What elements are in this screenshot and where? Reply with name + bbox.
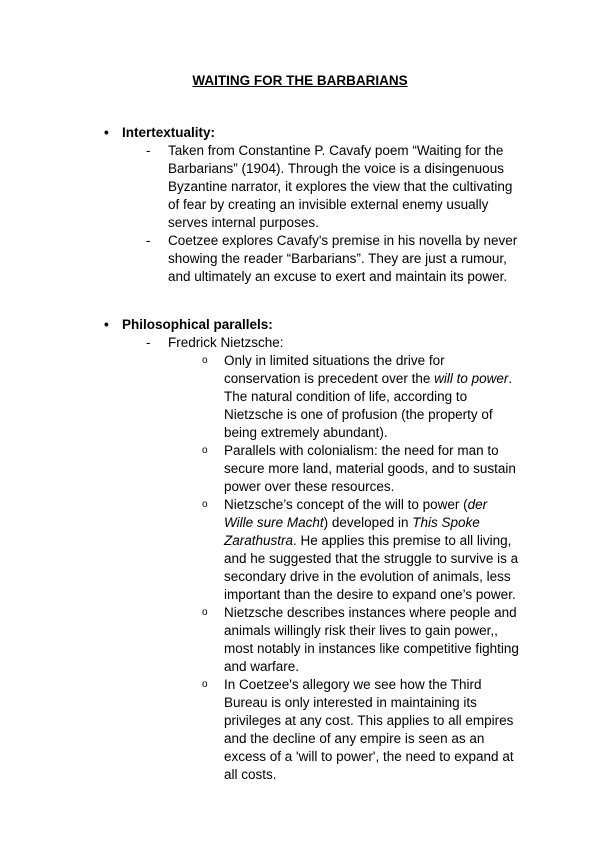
section-heading-text: Philosophical parallels: [122,317,273,332]
section-philosophical-parallels [104,316,520,784]
circle-marker: o [202,445,208,456]
sub-item-text: Parallels with colonialism: the need for man to secure more land, material goods, and to sustain power over these resources. [224,443,516,494]
sub-item-text: Nietzsche describes instances where people and animals willingly risk their lives to gain power,, most notably in instances like competitive fighting and warfare. [224,605,519,674]
sub-item-text: Only in limited situations the drive for conservation is precedent over the will to power. The natural condition of life, according to Nietzsche is one of profusion (the property of being extremely abundant). [224,353,513,440]
sub-list [104,352,520,784]
bullet-marker: • [104,317,109,332]
list-item [146,232,520,286]
section-intertextuality [104,124,520,286]
sub-list-item [202,604,520,676]
circle-marker: o [202,607,208,618]
circle-marker: o [202,499,208,510]
sub-item-text: Nietzsche’s concept of the will to power (der Wille sure Macht) developed in This Spoke Zarathustra. He applies this premise to all living, and he suggested that the struggle to survive is a secondary drive in the evolution of animals, less important than the desire to expand one’s power. [224,497,519,602]
section-heading [104,124,520,142]
list-item-text: Taken from Constantine P. Cavafy poem “Waiting for the Barbarians” (1904). Through the voice is a disingenuous Byzantine narrator, it explores the view that the cultivating of fear by creating an invisible external enemy usually serves internal purposes. [168,143,513,230]
section-heading [104,316,520,334]
circle-marker: o [202,355,208,366]
sub-item-text: In Coetzee's allegory we see how the Third Bureau is only interested in maintaining its privileges at any cost. This applies to all empires and the decline of any empire is seen as an excess of a 'will to power', the need to expand at all costs. [224,677,514,782]
dash-marker: - [146,233,151,248]
bullet-marker: • [104,125,109,140]
dash-marker: - [146,143,151,158]
sub-list-item [202,442,520,496]
sub-list-item [202,496,520,604]
list-item-text: Coetzee explores Cavafy's premise in his novella by never showing the reader “Barbarians”. They are just a rumour, and ultimately an excuse to exert and maintain its power. [168,233,518,284]
list-item [146,142,520,232]
list-item [146,334,520,352]
sub-list-item [202,676,520,784]
list-item-text: Fredrick Nietzsche: [168,335,284,350]
dash-marker: - [146,335,151,350]
sub-list-item [202,352,520,442]
section-heading-text: Intertextuality: [122,125,216,140]
circle-marker: o [202,679,208,690]
document-title: WAITING FOR THE BARBARIANS [192,73,408,88]
